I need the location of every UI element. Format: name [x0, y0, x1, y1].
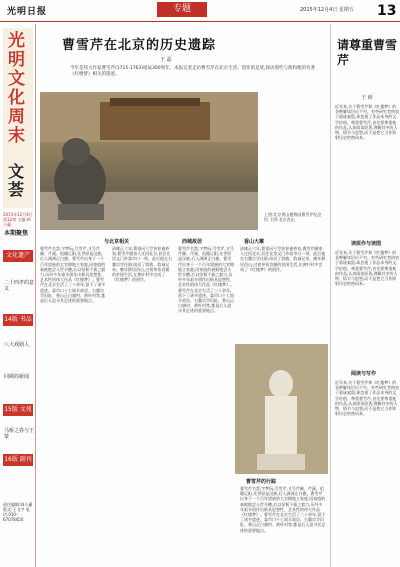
- right-body: 近年来,关于曹雪芹和《红楼梦》的各种解读层出不穷。有些研究者热衷于猜谜索隐,却忽视了作品本身的文学价值。尊重曹雪芹,首先要尊重他的作品,认真阅读原著,理解其中的人物、情节与思想,而不是把它当作影射历史的密码本。: [335, 380, 399, 417]
- article-byline: 王 磊: [160, 57, 172, 63]
- body-column: 曹雪芹名霑,字梦阮,号雪芹,又号芹圃、芹溪。祖籍辽阳,先世原是汉族,后入满洲正白旗。曹雪芹出身于一个百年望族的大官僚地主家庭,因家庭的衰败饱尝人世辛酸,后以坚韧不拔之毅力,历经多年艰辛创作出极具思想性、艺术性的伟大作品《红楼梦》。曹雪芹在北京生活了三十余年,留下了诸多遗迹。蒜市口十七间半故居、右翼宗学旧址、香山正白旗村、黄叶村等,都是后人追寻其足迹的重要地点。: [240, 486, 326, 533]
- section-head: 与北京相关: [104, 239, 130, 245]
- right-body: 近年来,关于曹雪芹和《红楼梦》的各种解读层出不穷。有些研究者热衷于猜谜索隐,却忽视了作品本身的文学价值。尊重曹雪芹,首先要尊重他的作品,认真阅读原著,理解其中的人物、情节与思想,而不是把它当作影射历史的密码本。: [335, 104, 399, 141]
- newspaper-logo: 光明日报: [7, 7, 48, 17]
- section-head: 曹雪芹的行踪: [246, 479, 277, 485]
- article-title: 曹雪芹在北京的历史遗踪: [62, 38, 217, 53]
- sidebar-item: 马桥之春与王蒙: [4, 428, 35, 440]
- sidebar-item: 二十四孝的意义: [4, 280, 35, 292]
- section-head: 西城故居: [182, 239, 203, 245]
- body-column: 清雍正六年,曹家因亏空获罪被抄家,曹雪芹随家人迁回北京,居住在崇文门外蒜市口一带。此后他在右翼宗学任职,结识了敦敏、敦诚兄弟。晚年移居西山,过着举家食粥的贫困生活,在黄叶村中完成了《红楼梦》的创作。: [240, 246, 326, 272]
- right-section-head: 阅读与写作: [351, 371, 377, 377]
- statue-graphic: [235, 344, 328, 474]
- topic-label: 专题: [157, 2, 207, 17]
- section-head: 香山大寨: [244, 239, 265, 245]
- main-article: [40, 24, 328, 567]
- right-section-head: 读原作与读图: [351, 241, 382, 247]
- page-header: [0, 0, 400, 22]
- sidebar-item: 回顾的新闻: [4, 374, 30, 380]
- body-column: 曹雪芹名霑,字梦阮,号雪芹,又号芹圃、芹溪。祖籍辽阳,先世原是汉族,后入满洲正白旗。曹雪芹出身于一个百年望族的大官僚地主家庭,因家庭的衰败饱尝人世辛酸,后以坚韧不拔之毅力,历经多年艰辛创作出极具思想性、艺术性的伟大作品《红楼梦》。曹雪芹在北京生活了三十余年,留下了诸多遗迹。蒜市口十七间半故居、右翼宗学旧址、香山正白旗村、黄叶村等,都是后人追寻其足迹的重要地点。: [178, 246, 234, 314]
- lion-statue-photo: [40, 92, 258, 230]
- photo-caption: 上图:北京香山植物园曹雪芹纪念馆 下图:北京西山: [264, 212, 322, 222]
- sidebar-item: 八大戏剧人: [4, 342, 30, 348]
- brand-info: 2015年12月4日 第12周 主编:韩小蕙: [3, 212, 33, 227]
- right-body: 近年来,关于曹雪芹和《红楼梦》的各种解读层出不穷。有些研究者热衷于猜谜索隐,却忽视了作品本身的文学价值。尊重曹雪芹,首先要尊重他的作品,认真阅读原著,理解其中的人物、情节与思想,而不是把它当作影射历史的密码本。: [335, 250, 399, 287]
- body-column: 清雍正六年,曹家因亏空获罪被抄家,曹雪芹随家人迁回北京,居住在崇文门外蒜市口一带。此后他在右翼宗学任职,结识了敦敏、敦诚兄弟。晚年移居西山,过着举家食粥的贫困生活,在黄叶村中完成了《红楼梦》的创作。: [112, 246, 172, 283]
- brand-title: 光明文化周末: [8, 31, 25, 146]
- editor-credits: 责任编辑:韩小蕙 版式:王飞宇 电话:010-67078450: [3, 502, 33, 522]
- right-byline: 王 研: [361, 95, 373, 101]
- issue-date: 2015年12月4日 星期五: [300, 7, 354, 13]
- tag-literature: 15版 文苑: [3, 404, 33, 416]
- tag-supplement: 16版 副刊: [3, 454, 33, 466]
- right-article: [330, 24, 400, 567]
- body-column: 曹雪芹名霑,字梦阮,号雪芹,又号芹圃、芹溪。祖籍辽阳,先世原是汉族,后入满洲正白旗。曹雪芹出身于一个百年望族的大官僚地主家庭,因家庭的衰败饱尝人世辛酸,后以坚韧不拔之毅力,历经多年艰辛创作出极具思想性、艺术性的伟大作品《红楼梦》。曹雪芹在北京生活了三十余年,留下了诸多遗迹。蒜市口十七间半故居、右翼宗学旧址、香山正白旗村、黄叶村等,都是后人追寻其足迹的重要地点。: [40, 246, 106, 304]
- brand-subtitle: 文荟: [8, 162, 25, 199]
- tag-heritage: 文化遗产: [3, 250, 33, 262]
- right-title: 请尊重曹雪芹: [337, 38, 398, 67]
- section-brand: [3, 28, 33, 208]
- left-sidebar: [0, 24, 36, 567]
- desk-label: 本期聚焦: [4, 230, 29, 237]
- photo-graphic: [40, 92, 258, 230]
- tag-books: 14版 书品: [3, 314, 33, 326]
- article-lead: 今年是伟大作家曹雪芹(1715-1763)诞辰300周年。本报记者走访曹雪芹在北京生活、创作的足迹,探访那些与他和他的名著《红楼梦》相关的遗迹。: [70, 66, 316, 77]
- page-number: 13: [377, 3, 397, 19]
- statue-photo: [235, 344, 328, 474]
